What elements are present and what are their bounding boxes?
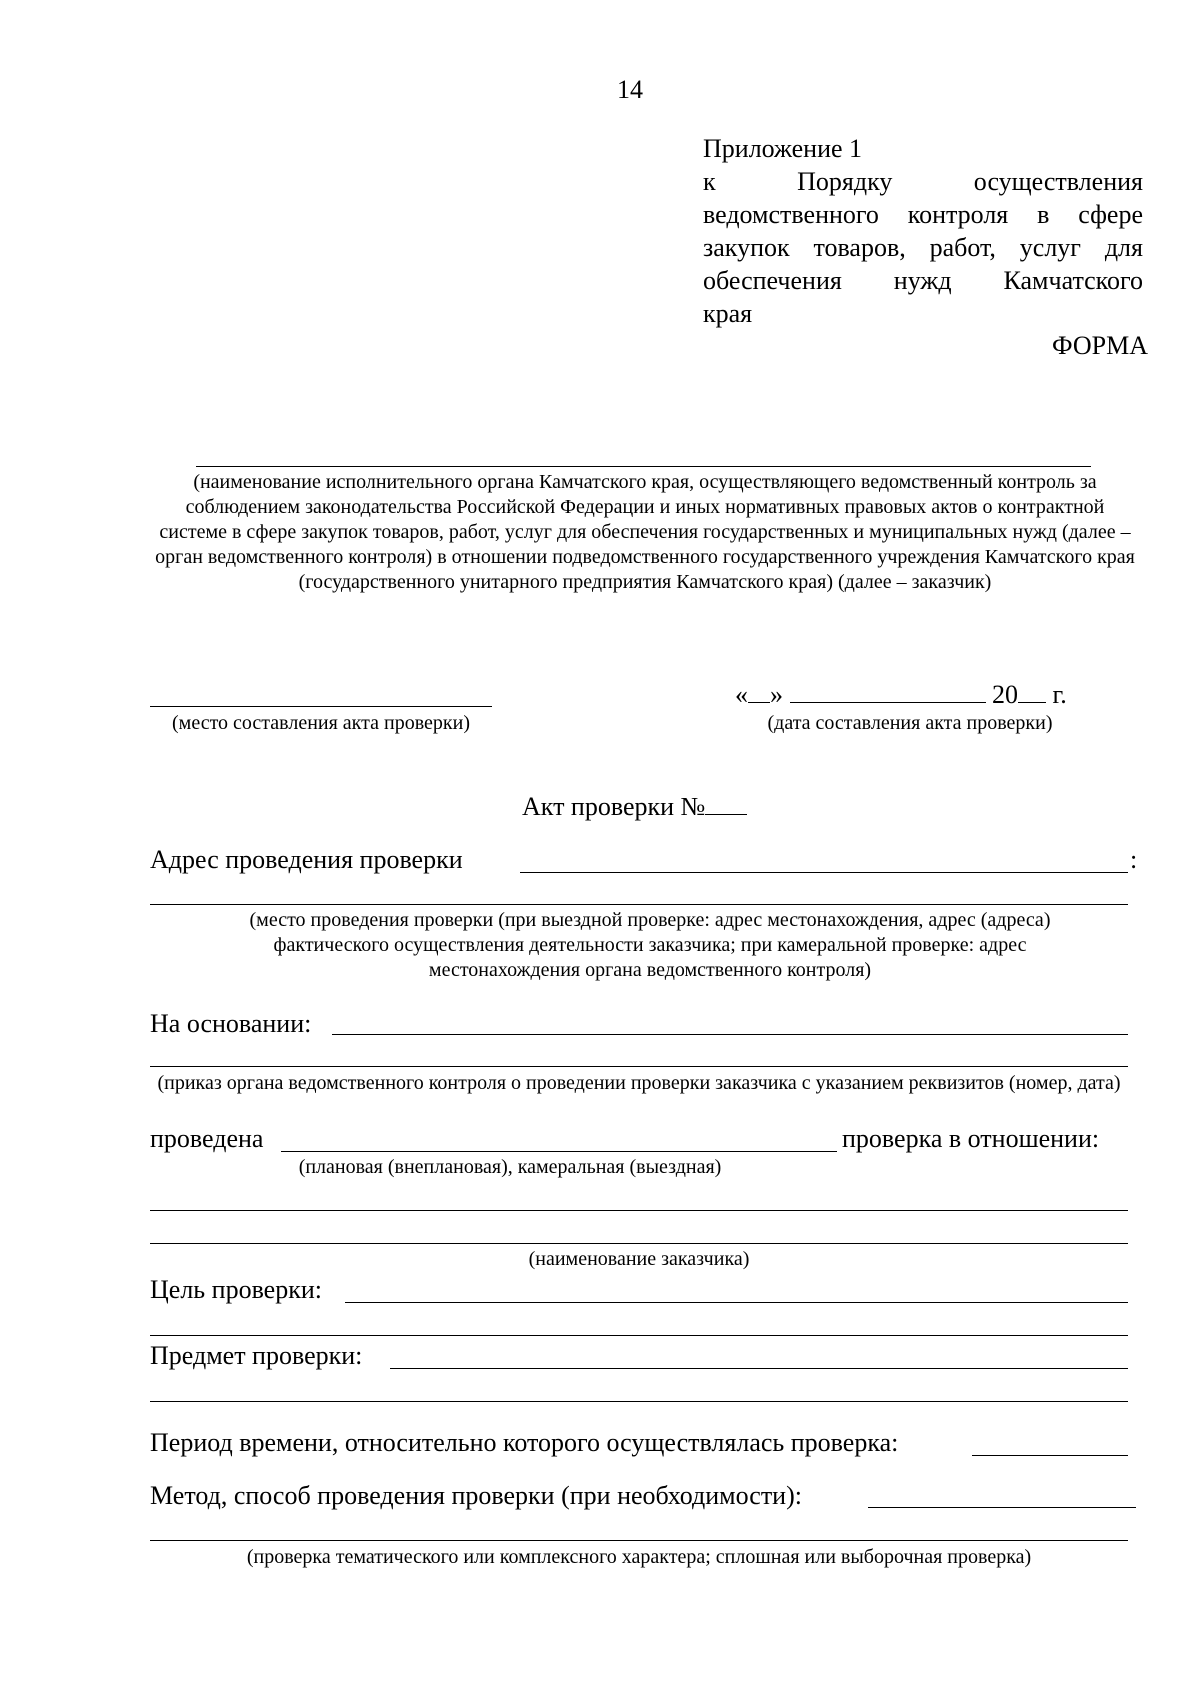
- address-label: Адрес проведения проверки: [150, 845, 463, 874]
- date-year-prefix: 20: [992, 680, 1018, 709]
- org-name-line[interactable]: [196, 466, 1091, 467]
- act-title: [522, 791, 747, 823]
- form-label: ФОРМА: [1052, 331, 1148, 360]
- period-field[interactable]: [972, 1455, 1128, 1456]
- goal-label: Цель проверки:: [150, 1275, 322, 1304]
- appendix-line: обеспечения нужд Камчатского: [703, 266, 1143, 295]
- subject-field-line-2[interactable]: [150, 1401, 1128, 1402]
- appendix-line: ведомственного контроля в сфере: [703, 200, 1143, 229]
- method-field[interactable]: [868, 1507, 1136, 1508]
- period-label: Период времени, относительно которого осуществлялась проверка:: [150, 1428, 899, 1457]
- conducted-suffix: проверка в отношении:: [842, 1124, 1100, 1153]
- date-quote-open: «: [735, 680, 748, 709]
- address-caption: (место проведения проверки (при выездной проверке: адрес местонахождения, адрес (адреса) фактического осуществления деятельности заказчика; при камеральной проверке: адрес местонахождения органа ведомственного контроля): [249, 909, 1051, 981]
- method-label: Метод, способ проведения проверки (при необходимости):: [150, 1481, 802, 1510]
- customer-field[interactable]: [150, 1210, 1128, 1211]
- address-field-line-2[interactable]: [150, 904, 1128, 905]
- basis-field[interactable]: [332, 1034, 1128, 1035]
- subject-label: Предмет проверки:: [150, 1341, 363, 1370]
- appendix-title: Приложение 1: [703, 134, 863, 163]
- date-quote-close: »: [770, 680, 783, 709]
- check-type-caption: (плановая (внеплановая), камеральная (выездная): [298, 1156, 722, 1178]
- subject-field[interactable]: [390, 1368, 1128, 1369]
- place-line[interactable]: [150, 706, 492, 707]
- goal-field-line-2[interactable]: [150, 1335, 1128, 1336]
- appendix-line: закупок товаров, работ, услуг для: [703, 233, 1143, 262]
- date-year-field[interactable]: [1018, 682, 1046, 703]
- method-field-line-2[interactable]: [150, 1540, 1128, 1541]
- basis-field-line-2[interactable]: [150, 1066, 1128, 1067]
- date-caption: (дата составления акта проверки): [767, 712, 1053, 734]
- act-number-field[interactable]: [705, 794, 747, 815]
- address-colon: :: [1130, 845, 1138, 874]
- date-day-field[interactable]: [748, 682, 770, 703]
- date-line: [735, 679, 1067, 711]
- appendix-header: [703, 132, 1143, 330]
- conducted-label: проведена: [150, 1124, 264, 1153]
- basis-caption: (приказ органа ведомственного контроля о проведении проверки заказчика с указанием реквизитов (номер, дата): [157, 1072, 1121, 1094]
- customer-caption: (наименование заказчика): [528, 1248, 750, 1270]
- date-year-suffix: г.: [1052, 680, 1067, 709]
- act-title-text: Акт проверки №: [522, 792, 706, 821]
- appendix-line: края: [703, 299, 753, 328]
- page-number: 14: [617, 75, 643, 104]
- check-type-field[interactable]: [281, 1151, 837, 1152]
- appendix-line: к Порядку осуществления: [703, 167, 1143, 196]
- address-field[interactable]: [520, 872, 1128, 873]
- goal-field[interactable]: [345, 1302, 1128, 1303]
- place-caption: (место составления акта проверки): [172, 712, 470, 734]
- date-month-field[interactable]: [790, 682, 986, 703]
- basis-label: На основании:: [150, 1009, 312, 1038]
- method-caption: (проверка тематического или комплексного характера; сплошная или выборочная проверка): [246, 1546, 1032, 1568]
- customer-field-line-2[interactable]: [150, 1243, 1128, 1244]
- org-caption: (наименование исполнительного органа Камчатского края, осуществляющего ведомственный контроль за соблюдением законодательства Российской Федерации и иных нормативных правовых актов о контрактной системе в сфере закупок товаров, работ, услуг для обеспечения государственных и муниципальных нужд (далее – орган ведомственного контроля) в отношении подведомственного государственного учреждения Камчатского края (государственного унитарного предприятия Камчатского края) (далее – заказчик): [155, 471, 1135, 593]
